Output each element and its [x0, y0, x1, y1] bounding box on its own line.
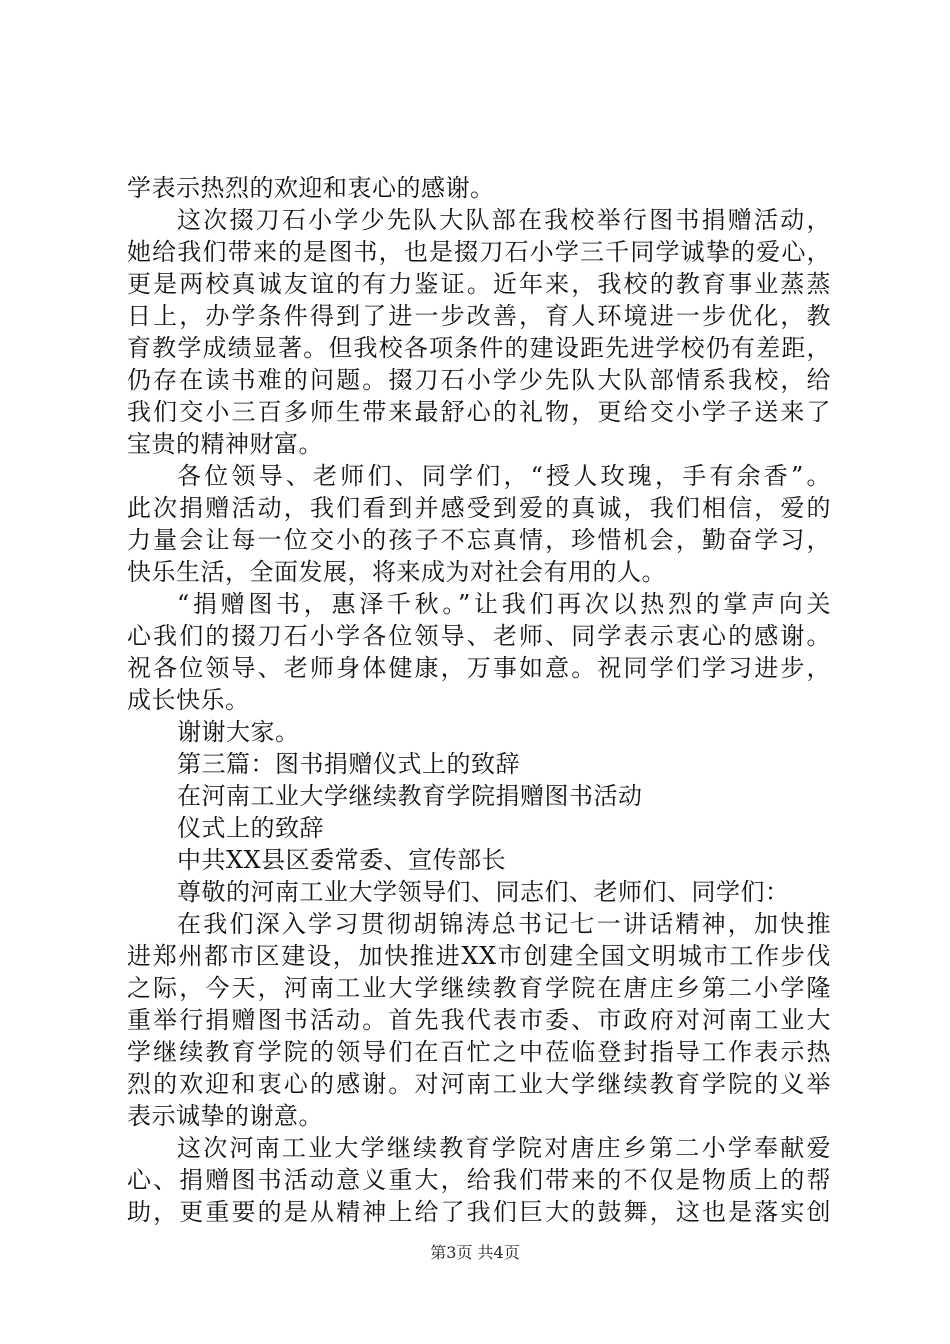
- text-line: 祝各位领导、老师身体健康，万事如意。祝同学们学习进步，: [127, 654, 831, 682]
- text-line: 心、捐赠图书活动意义重大，给我们带来的不仅是物质上的帮: [127, 1166, 831, 1194]
- text-line: 日上，办学条件得到了进一步改善，育人环境进一步优化，教: [127, 302, 831, 330]
- text-line: 她给我们带来的是图书，也是掇刀石小学三千同学诚挚的爱心，: [127, 238, 831, 266]
- text-line: 更是两校真诚友谊的有力鉴证。近年来，我校的教育事业蒸蒸: [127, 270, 831, 298]
- text-line: 成长快乐。: [127, 686, 250, 714]
- text-line: 谢谢大家。: [177, 718, 300, 746]
- text-line: 在我们深入学习贯彻胡锦涛总书记七一讲话精神，加快推: [177, 910, 831, 938]
- text-line: 力量会让每一位交小的孩子不忘真情，珍惜机会，勤奋学习，: [127, 526, 831, 554]
- text-line: 尊敬的河南工业大学领导们、同志们、老师们、同学们：: [177, 878, 790, 906]
- text-line: 助，更重要的是从精神上给了我们巨大的鼓舞，这也是落实创: [127, 1198, 831, 1226]
- text-line: 各位领导、老师们、同学们，“授人玫瑰，手有余香”。: [177, 462, 831, 490]
- text-line: 仪式上的致辞: [177, 814, 324, 842]
- document-body: [127, 172, 831, 1228]
- page-footer: [0, 1243, 950, 1263]
- text-line: 仍存在读书难的问题。掇刀石小学少先队大队部情系我校，给: [127, 366, 831, 394]
- text-line: 烈的欢迎和衷心的感谢。对河南工业大学继续教育学院的义举: [127, 1070, 831, 1098]
- text-line: 在河南工业大学继续教育学院捐赠图书活动: [177, 782, 643, 810]
- text-line: 此次捐赠活动，我们看到并感受到爱的真诚，我们相信，爱的: [127, 494, 831, 522]
- text-line: 表示诚挚的谢意。: [127, 1102, 323, 1130]
- text-line: 育教学成绩显著。但我校各项条件的建设距先进学校仍有差距，: [127, 334, 831, 362]
- text-line: 第三篇：图书捐赠仪式上的致辞: [177, 750, 520, 778]
- text-line: 我们交小三百多师生带来最舒心的礼物，更给交小学子送来了: [127, 398, 831, 426]
- text-line: 学继续教育学院的领导们在百忙之中莅临登封指导工作表示热: [127, 1038, 831, 1066]
- text-line: 学表示热烈的欢迎和衷心的感谢。: [127, 174, 495, 202]
- text-line: 这次掇刀石小学少先队大队部在我校举行图书捐赠活动，: [177, 206, 831, 234]
- page-number-label: 第3页 共4页: [430, 1243, 520, 1262]
- text-line: 之际，今天，河南工业大学继续教育学院在唐庄乡第二小学隆: [127, 974, 831, 1002]
- text-line: 快乐生活，全面发展，将来成为对社会有用的人。: [127, 558, 666, 586]
- text-line: 心我们的掇刀石小学各位领导、老师、同学表示衷心的感谢。: [127, 622, 831, 650]
- text-line: 这次河南工业大学继续教育学院对唐庄乡第二小学奉献爱: [177, 1134, 831, 1162]
- text-line: 宝贵的精神财富。: [127, 430, 323, 458]
- text-line: 中共XX县区委常委、宣传部长: [177, 846, 507, 874]
- text-line: 进郑州都市区建设，加快推进XX市创建全国文明城市工作步伐: [127, 942, 831, 970]
- text-line: “捐赠图书，惠泽千秋。”让我们再次以热烈的掌声向关: [177, 590, 831, 618]
- text-line: 重举行捐赠图书活动。首先我代表市委、市政府对河南工业大: [127, 1006, 831, 1034]
